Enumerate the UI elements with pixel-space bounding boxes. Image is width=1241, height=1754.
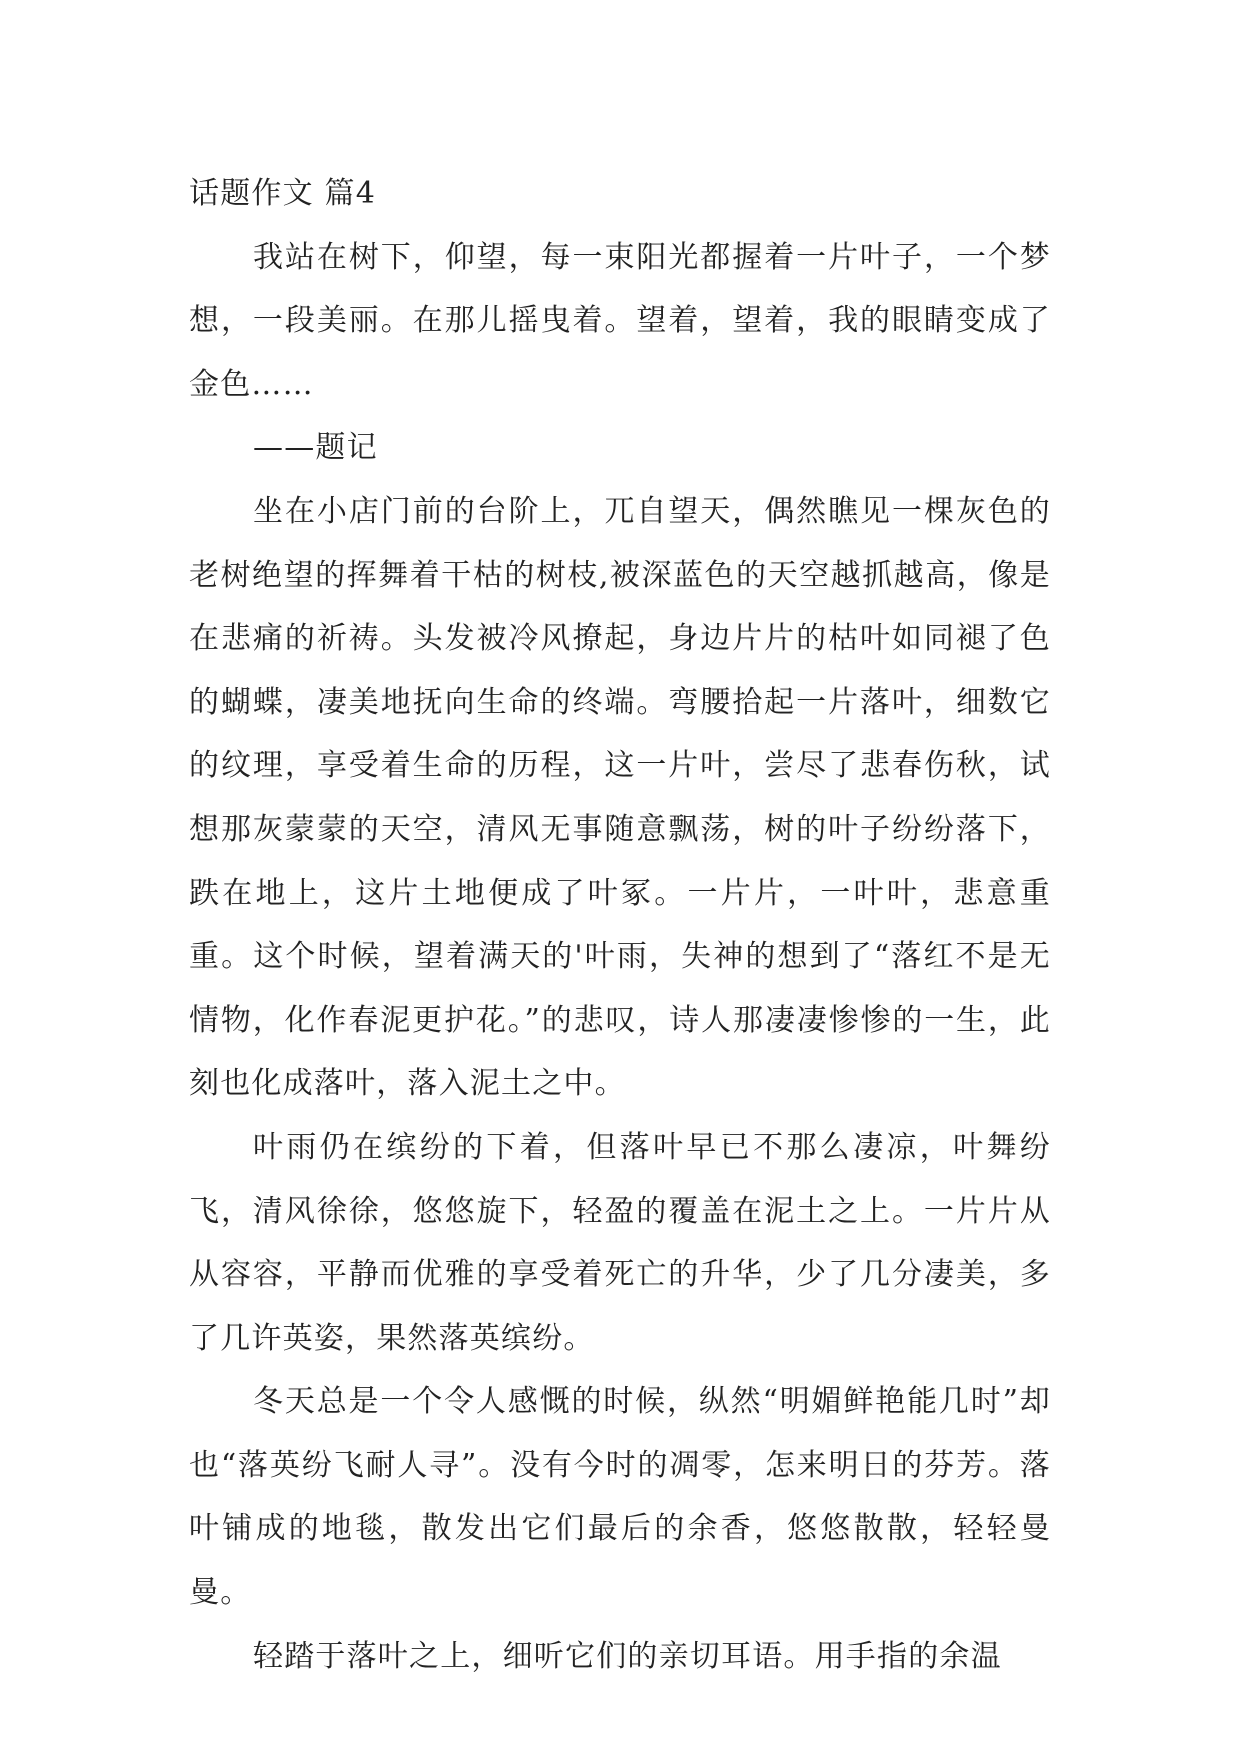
body-paragraph-3: 冬天总是一个令人感慨的时候，纵然“明媚鲜艳能几时”却也“落英纷飞耐人寻”。没有今时的凋零，怎来明日的芬芳。落叶铺成的地毯，散发出它们最后的余香，悠悠散散，轻轻曼曼。 (189, 1384, 1051, 1611)
body-paragraph-1: 坐在小店门前的台阶上，兀自望天，偶然瞧见一棵灰色的老树绝望的挥舞着干枯的树枝,被深蓝色的天空越抓越高，像是在悲痛的祈祷。头发被冷风撩起，身边片片的枯叶如同褪了色的蝴蝶，凄美地抚向生命的终端。弯腰拾起一片落叶，细数它的纹理，享受着生命的历程，这一片叶，尝尽了悲春伤秋，试想那灰蒙蒙的天空，清风无事随意飘荡，树的叶子纷纷落下，跌在地上，这片土地便成了叶冢。一片片，一叶叶，悲意重重。这个时候，望着满天的'叶雨，失神的想到了“落红不是无情物，化作春泥更护花。”的悲叹，诗人那凄凄惨惨的一生，此刻也化成落叶，落入泥土之中。 (189, 493, 1051, 1102)
essay-heading: 话题作文 篇4 (189, 176, 377, 211)
epigraph-attribution: ——题记 (253, 430, 378, 466)
body-paragraph-4: 轻踏于落叶之上，细听它们的亲切耳语。用手指的余温 (253, 1638, 1002, 1674)
body-paragraph-2: 叶雨仍在缤纷的下着，但落叶早已不那么凄凉，叶舞纷飞，清风徐徐，悠悠旋下，轻盈的覆盖在泥土之上。一片片从从容容，平静而优雅的享受着死亡的升华，少了几分凄美，多了几许英姿，果然落英缤纷。 (189, 1129, 1051, 1356)
epigraph-paragraph: 我站在树下，仰望，每一束阳光都握着一片叶子，一个梦想，一段美丽。在那儿摇曳着。望着，望着，我的眼睛变成了金色…… (189, 239, 1051, 402)
document-body (189, 162, 1051, 1688)
